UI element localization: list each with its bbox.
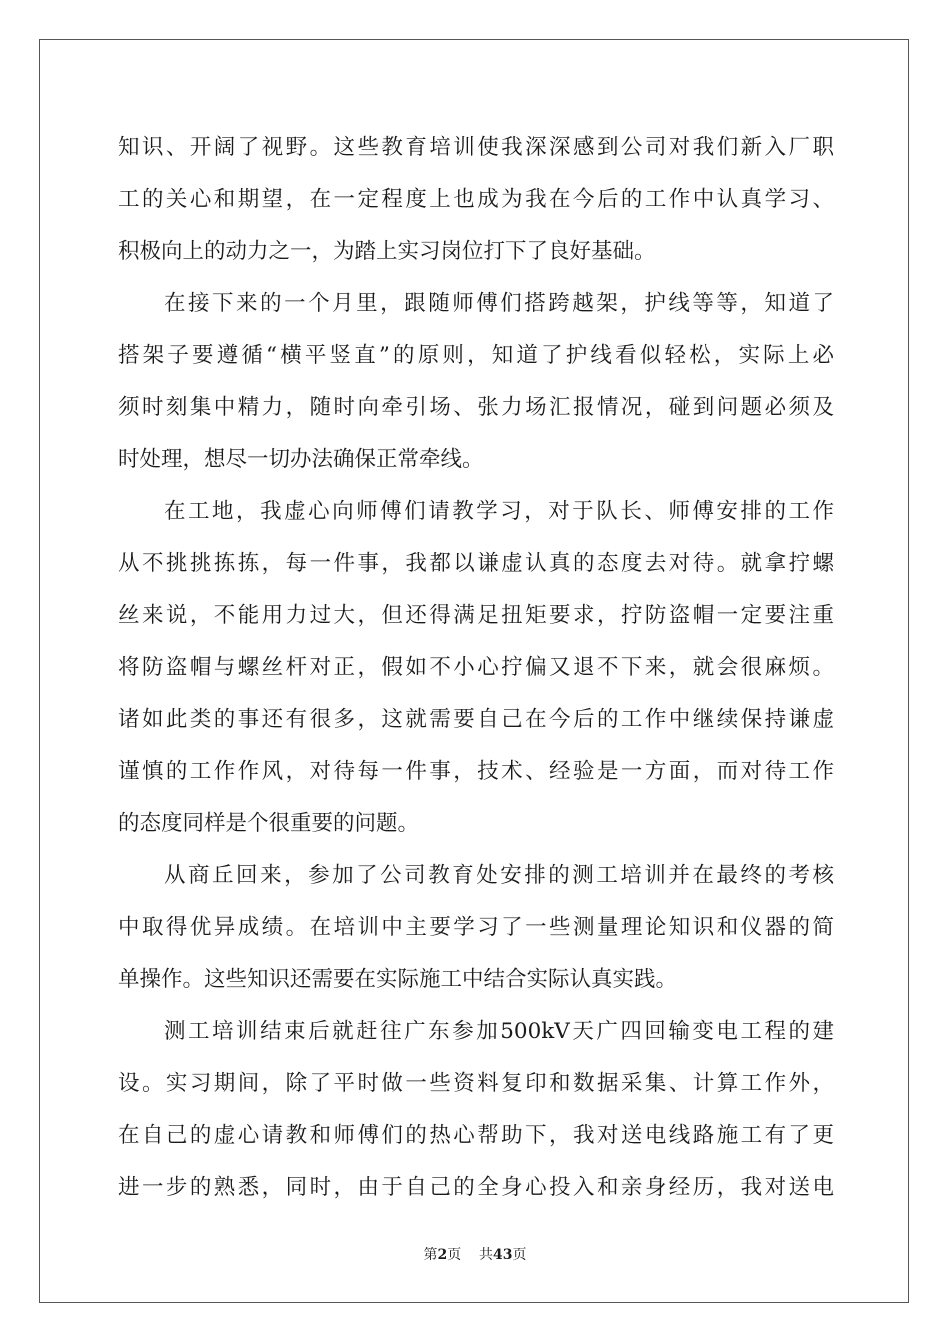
text-line: 丝来说，不能用力过大，但还得满足扭矩要求，拧防盗帽一定要注重: [118, 603, 834, 628]
text-line: 的态度同样是个很重要的问题。: [118, 811, 420, 836]
footer-prefix: 第: [423, 1247, 438, 1263]
text-line: 将防盗帽与螺丝杆对正，假如不小心拧偏又退不下来，就会很麻烦。: [118, 655, 834, 680]
text-line: 在自己的虚心请教和师傅们的热心帮助下，我对送电线路施工有了更: [118, 1123, 834, 1148]
text-line: 知识、开阔了视野。这些教育培训使我深深感到公司对我们新入厂职: [118, 135, 834, 160]
text-line: 在接下来的一个月里，跟随师傅们搭跨越架，护线等等，知道了: [164, 291, 834, 316]
text-line: 在工地，我虚心向师傅们请教学习，对于队长、师傅安排的工作: [164, 499, 834, 524]
text-line: 须时刻集中精力，随时向牵引场、张力场汇报情况，碰到问题必须及: [118, 395, 834, 420]
text-line: 中取得优异成绩。在培训中主要学习了一些测量理论知识和仪器的简: [118, 915, 834, 940]
total-page-count: 43: [493, 1247, 513, 1263]
text-line: 测工培训结束后就赶往广东参加500kV天广四回输变电工程的建: [164, 1019, 834, 1044]
text-line: 谨慎的工作作风，对待每一件事，技术、经验是一方面，而对待工作: [118, 759, 834, 784]
text-line: 诸如此类的事还有很多，这就需要自己在今后的工作中继续保持谦虚: [118, 707, 834, 732]
text-line: 进一步的熟悉，同时，由于自己的全身心投入和亲身经历，我对送电: [118, 1175, 834, 1200]
footer-suffix: 页: [512, 1247, 527, 1263]
text-line: 时处理，想尽一切办法确保正常牵线。: [118, 447, 484, 472]
text-line: 搭架子要遵循“横平竖直”的原则，知道了护线看似轻松，实际上必: [118, 343, 834, 368]
text-line: 工的关心和期望，在一定程度上也成为我在今后的工作中认真学习、: [118, 187, 834, 212]
text-line: 设。实习期间，除了平时做一些资料复印和数据采集、计算工作外，: [118, 1071, 834, 1096]
footer-mid: 页 共: [447, 1247, 494, 1263]
text-line: 积极向上的动力之一，为踏上实习岗位打下了良好基础。: [118, 239, 656, 264]
text-line: 单操作。这些知识还需要在实际施工中结合实际认真实践。: [118, 967, 678, 992]
text-line: 从不挑挑拣拣，每一件事，我都以谦虚认真的态度去对待。就拿拧螺: [118, 551, 834, 576]
text-line: 从商丘回来，参加了公司教育处安排的测工培训并在最终的考核: [164, 863, 834, 888]
current-page-number: 2: [437, 1247, 448, 1263]
page-footer: [0, 1245, 950, 1265]
